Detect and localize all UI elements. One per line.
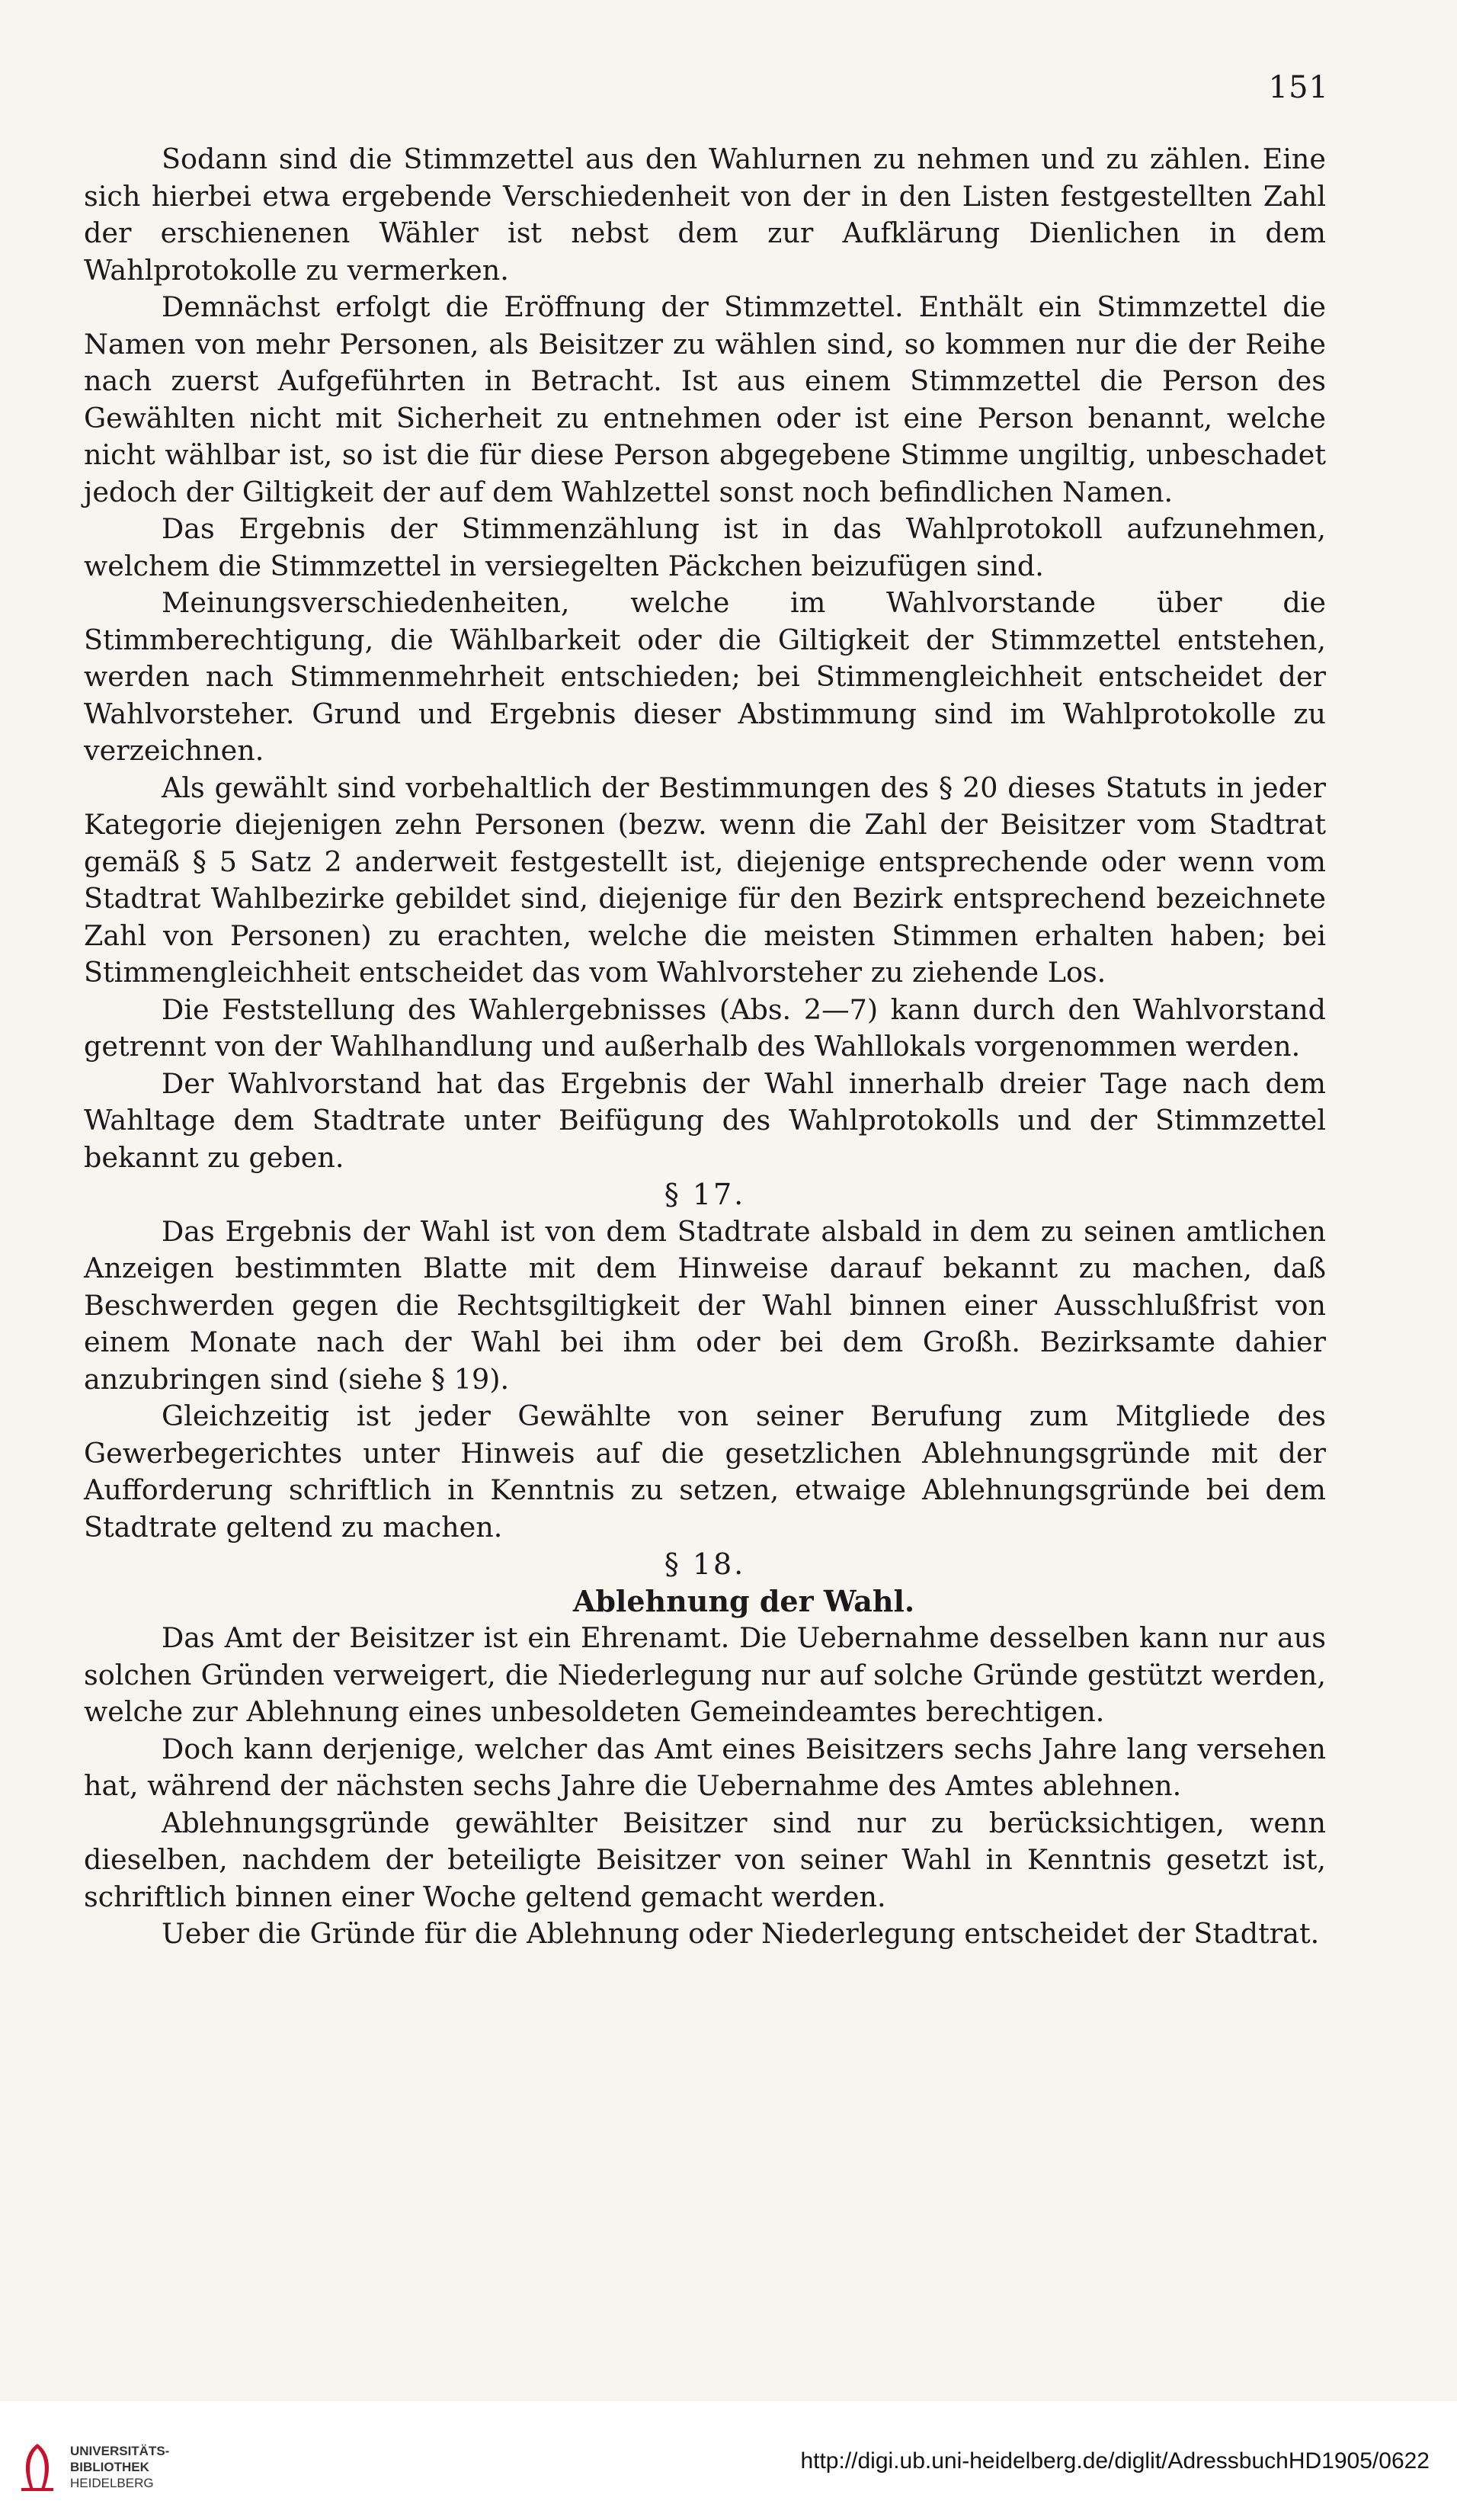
source-url-link[interactable]: http://digi.ub.uni-heidelberg.de/diglit/AdressbuchHD1905/0622 bbox=[800, 2448, 1430, 2474]
logo-line: HEIDELBERG bbox=[70, 2475, 154, 2490]
logo-line: BIBLIOTHEK bbox=[70, 2459, 149, 2474]
university-seal-icon bbox=[15, 2439, 59, 2494]
paragraph: Ablehnungsgründe gewählter Beisitzer sind nur zu berücksichtigen, wenn dieselben, nachdem der beteiligte Beisitzer von seiner Wahl in Kenntnis gesetzt ist, schriftlich binnen einer Woche geltend gemacht werden. bbox=[84, 1806, 1326, 1913]
footer-bar bbox=[0, 2401, 1457, 2520]
page-number: 151 bbox=[1268, 70, 1329, 105]
paragraph: Das Ergebnis der Stimmenzählung ist in das Wahlprotokoll aufzunehmen, welchem die Stimmzettel in versiegelten Päckchen beizufügen sind. bbox=[84, 512, 1326, 582]
paragraph: Die Feststellung des Wahlergebnisses (Abs. 2—7) kann durch den Wahlvorstand getrennt von der Wahlhandlung und außerhalb des Wahllokals vorgenommen werden. bbox=[84, 992, 1326, 1063]
paragraph: Ueber die Gründe für die Ablehnung oder Niederlegung entscheidet der Stadtrat. bbox=[162, 1917, 1320, 1950]
paragraph: Der Wahlvorstand hat das Ergebnis der Wahl innerhalb dreier Tage nach dem Wahltage dem Stadtrate unter Beifügung des Wahlprotokolls und der Stimmzettel bekannt zu geben. bbox=[84, 1066, 1326, 1174]
paragraph: Demnächst erfolgt die Eröffnung der Stimmzettel. Enthält ein Stimmzettel die Namen von mehr Personen, als Beisitzer zu wählen sind, so kommen nur die der Reihe nach zuerst Aufgeführten in Betracht. Ist aus einem Stimmzettel die Person des Gewählten nicht mit Sicherheit zu entnehmen oder ist eine Person benannt, welche nicht wählbar ist, so ist die für diese Person abgegebene Stimme ungiltig, unbeschadet jedoch der Giltigkeit der auf dem Wahlzettel sonst noch befindlichen Namen. bbox=[84, 290, 1326, 508]
section-title: Ablehnung der Wahl. bbox=[572, 1583, 915, 1618]
paragraph: Das Amt der Beisitzer ist ein Ehrenamt. Die Uebernahme desselben kann nur aus solchen Gründen verweigert, die Niederlegung nur auf solche Gründe gestützt werden, welche zur Ablehnung eines unbesoldeten Gemeindeamtes berechtigen. bbox=[84, 1621, 1326, 1728]
paragraph: Sodann sind die Stimmzettel aus den Wahlurnen zu nehmen und zu zählen. Eine sich hierbei etwa ergebende Verschiedenheit von der in den Listen festgestellten Zahl der erschienenen Wähler ist nebst dem zur Aufklärung Dienlichen in dem Wahlprotokolle zu vermerken. bbox=[84, 143, 1326, 287]
paragraph: Gleichzeitig ist jeder Gewählte von seiner Berufung zum Mitgliede des Gewerbegerichtes unter Hinweis auf die gesetzlichen Ablehnungsgründe mit der Aufforderung schriftlich in Kenntnis zu setzen, etwaige Ablehnungsgründe bei dem Stadtrate geltend zu machen. bbox=[84, 1399, 1326, 1544]
library-logo[interactable] bbox=[15, 2429, 213, 2505]
paragraph: Das Ergebnis der Wahl ist von dem Stadtrate alsbald in dem zu seinen amtlichen Anzeigen bestimmten Blatte mit dem Hinweise darauf bekannt zu machen, daß Beschwerden gegen die Rechtsgiltigkeit der Wahl binnen einer Ausschlußfrist von einem Monate nach der Wahl bei ihm oder bei dem Großh. Bezirksamte dahier anzubringen sind (siehe § 19). bbox=[84, 1214, 1326, 1396]
section-heading-18: § 18. bbox=[664, 1547, 746, 1581]
page-body bbox=[84, 141, 1326, 1953]
paragraph: Als gewählt sind vorbehaltlich der Bestimmungen des § 20 dieses Statuts in jeder Kategorie diejenigen zehn Personen (bezw. wenn die Zahl der Beisitzer vom Stadtrat gemäß § 5 Satz 2 anderweit festgestellt ist, diejenige entsprechende oder wenn vom Stadtrat Wahlbezirke gebildet sind, diejenige für den Bezirk entsprechend bezeichnete Zahl von Personen) zu erachten, welche die meisten Stimmen erhalten haben; bei Stimmengleichheit entscheidet das vom Wahlvorsteher zu ziehende Los. bbox=[84, 771, 1326, 989]
logo-line: UNIVERSITÄTS- bbox=[70, 2443, 170, 2458]
paragraph: Doch kann derjenige, welcher das Amt eines Beisitzers sechs Jahre lang versehen hat, während der nächsten sechs Jahre die Uebernahme des Amtes ablehnen. bbox=[84, 1732, 1326, 1802]
paragraph: Meinungsverschiedenheiten, welche im Wahlvorstande über die Stimmberechtigung, die Wählbarkeit oder die Giltigkeit der Stimmzettel entstehen, werden nach Stimmenmehrheit entschieden; bei Stimmengleichheit entscheidet der Wahlvorsteher. Grund und Ergebnis dieser Abstimmung sind im Wahlprotokolle zu verzeichnen. bbox=[84, 586, 1326, 767]
section-heading-17: § 17. bbox=[664, 1178, 746, 1211]
